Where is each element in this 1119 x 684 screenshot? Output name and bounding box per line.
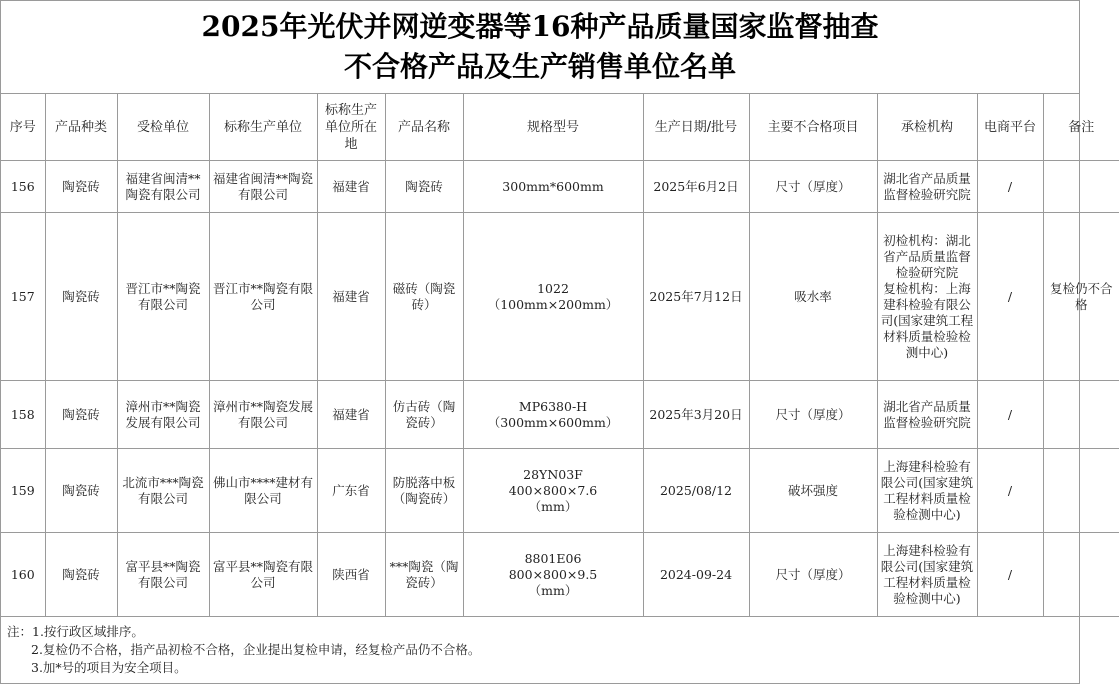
title-block — [1, 1, 1079, 94]
table-row — [1, 449, 1119, 533]
cell-remark — [1043, 161, 1119, 213]
cell-model: 28YN03F 400×800×7.6 （mm） — [463, 449, 643, 533]
cell-inspected-unit: 北流市***陶瓷有限公司 — [117, 449, 209, 533]
cell-platform: / — [977, 533, 1043, 617]
cell-location: 福建省 — [317, 213, 385, 381]
header-row — [1, 94, 1119, 161]
header-model: 规格型号 — [463, 94, 643, 161]
cell-defect: 吸水率 — [749, 213, 877, 381]
cell-seq: 160 — [1, 533, 45, 617]
cell-producer: 漳州市**陶瓷发展有限公司 — [209, 381, 317, 449]
cell-remark — [1043, 533, 1119, 617]
cell-agency: 湖北省产品质量监督检验研究院 — [877, 161, 977, 213]
header-category: 产品种类 — [45, 94, 117, 161]
cell-product-name: 仿古砖（陶瓷砖） — [385, 381, 463, 449]
cell-location: 福建省 — [317, 381, 385, 449]
cell-category: 陶瓷砖 — [45, 449, 117, 533]
table-row — [1, 161, 1119, 213]
cell-category: 陶瓷砖 — [45, 533, 117, 617]
cell-model: 300mm*600mm — [463, 161, 643, 213]
cell-seq: 158 — [1, 381, 45, 449]
cell-producer: 佛山市****建材有限公司 — [209, 449, 317, 533]
cell-producer: 富平县**陶瓷有限公司 — [209, 533, 317, 617]
cell-product-name: ***陶瓷（陶瓷砖） — [385, 533, 463, 617]
cell-remark — [1043, 381, 1119, 449]
cell-defect: 尺寸（厚度） — [749, 381, 877, 449]
cell-platform: / — [977, 381, 1043, 449]
cell-product-name: 陶瓷砖 — [385, 161, 463, 213]
cell-product-name: 防脱落中板（陶瓷砖） — [385, 449, 463, 533]
cell-model: 8801E06 800×800×9.5 （mm） — [463, 533, 643, 617]
note-2: 2.复检仍不合格，指产品初检不合格，企业提出复检申请，经复检产品仍不合格。 — [31, 642, 481, 657]
header-defect: 主要不合格项目 — [749, 94, 877, 161]
unqualified-products-table — [1, 94, 1119, 617]
cell-platform: / — [977, 449, 1043, 533]
cell-location: 福建省 — [317, 161, 385, 213]
cell-inspected-unit: 富平县**陶瓷有限公司 — [117, 533, 209, 617]
cell-defect: 尺寸（厚度） — [749, 533, 877, 617]
cell-defect: 尺寸（厚度） — [749, 161, 877, 213]
cell-category: 陶瓷砖 — [45, 213, 117, 381]
header-agency: 承检机构 — [877, 94, 977, 161]
cell-agency: 初检机构：湖北省产品质量监督检验研究院 复检机构：上海建科检验有限公司(国家建筑工程材料质量检验检测中心) — [877, 213, 977, 381]
cell-category: 陶瓷砖 — [45, 161, 117, 213]
cell-category: 陶瓷砖 — [45, 381, 117, 449]
cell-date: 2025/08/12 — [643, 449, 749, 533]
note-3: 3.加*号的项目为安全项目。 — [31, 660, 187, 675]
notes-block — [1, 617, 1079, 677]
cell-seq: 156 — [1, 161, 45, 213]
header-inspected-unit: 受检单位 — [117, 94, 209, 161]
note-1: 注：1.按行政区域排序。 — [7, 624, 144, 639]
cell-date: 2025年7月12日 — [643, 213, 749, 381]
header-producer: 标称生产单位 — [209, 94, 317, 161]
cell-seq: 157 — [1, 213, 45, 381]
table-row — [1, 381, 1119, 449]
cell-location: 广东省 — [317, 449, 385, 533]
cell-platform: / — [977, 213, 1043, 381]
cell-producer: 福建省闽清**陶瓷有限公司 — [209, 161, 317, 213]
header-platform: 电商平台 — [977, 94, 1043, 161]
header-date: 生产日期/批号 — [643, 94, 749, 161]
cell-date: 2024-09-24 — [643, 533, 749, 617]
header-product-name: 产品名称 — [385, 94, 463, 161]
cell-seq: 159 — [1, 449, 45, 533]
cell-model: MP6380-H （300mm×600mm） — [463, 381, 643, 449]
cell-agency: 湖北省产品质量监督检验研究院 — [877, 381, 977, 449]
cell-agency: 上海建科检验有限公司(国家建筑工程材料质量检验检测中心) — [877, 449, 977, 533]
cell-date: 2025年3月20日 — [643, 381, 749, 449]
table-row — [1, 533, 1119, 617]
header-seq: 序号 — [1, 94, 45, 161]
cell-remark — [1043, 449, 1119, 533]
cell-remark: 复检仍不合格 — [1043, 213, 1119, 381]
cell-inspected-unit: 晋江市**陶瓷有限公司 — [117, 213, 209, 381]
cell-inspected-unit: 福建省闽清**陶瓷有限公司 — [117, 161, 209, 213]
cell-platform: / — [977, 161, 1043, 213]
cell-inspected-unit: 漳州市**陶瓷发展有限公司 — [117, 381, 209, 449]
cell-location: 陕西省 — [317, 533, 385, 617]
header-remark: 备注 — [1043, 94, 1119, 161]
cell-model: 1022 （100mm×200mm） — [463, 213, 643, 381]
title-line-1: 2025年光伏并网逆变器等16种产品质量国家监督抽查 — [201, 10, 879, 43]
cell-agency: 上海建科检验有限公司(国家建筑工程材料质量检验检测中心) — [877, 533, 977, 617]
title-line-2: 不合格产品及生产销售单位名单 — [343, 50, 736, 83]
cell-producer: 晋江市**陶瓷有限公司 — [209, 213, 317, 381]
table-row — [1, 213, 1119, 381]
cell-date: 2025年6月2日 — [643, 161, 749, 213]
cell-defect: 破坏强度 — [749, 449, 877, 533]
cell-product-name: 磁砖（陶瓷砖） — [385, 213, 463, 381]
header-location: 标称生产单位所在地 — [317, 94, 385, 161]
